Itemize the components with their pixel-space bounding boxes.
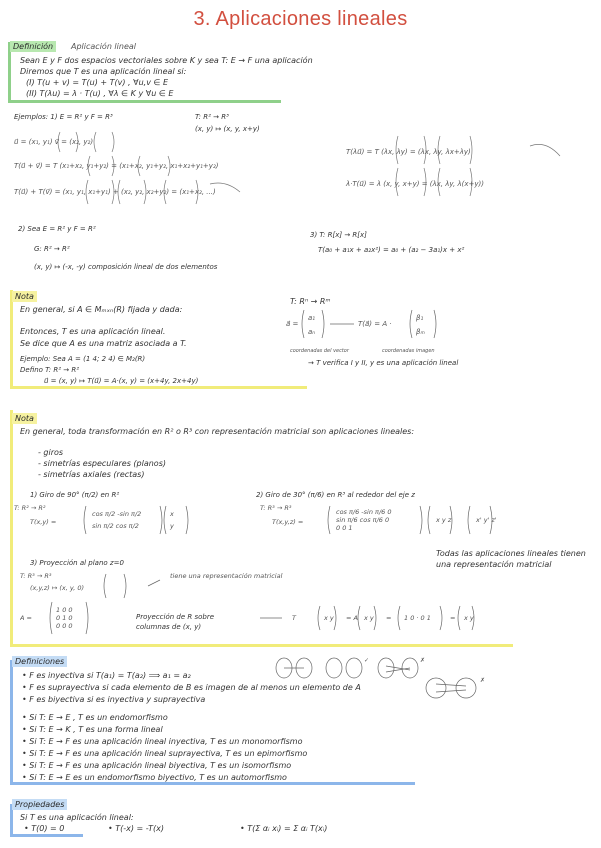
- giro-2-title: 2) Giro de 30° (π/6) en R³ al rededor del eje z: [256, 491, 415, 499]
- def-item-9: • Si T: E → E es un endomorfismo biyectivo, T es un automorfismo: [22, 773, 287, 782]
- definicion-line-4: (II) T(λu) = λ · T(u) , ∀λ ∈ K y ∀u ∈ E: [26, 89, 174, 98]
- surjectivity-diagram: [420, 674, 510, 704]
- nota1-ejemplo-b: Defino T: R² → R²: [20, 366, 80, 374]
- ejemplo-1-work: [0, 126, 601, 236]
- ejemplo-1-rule: (x, y) ↦ (x, y, x+y): [195, 125, 260, 133]
- svg-text:β₁: β₁: [416, 314, 424, 322]
- nota2-intro: En general, toda transformación en R² o R³ con representación matricial son aplicaciones lineales:: [20, 427, 415, 436]
- nota2-item-2: - simetrías especulares (planos): [38, 459, 166, 468]
- prop-item-3-text: T(Σ αᵢ xᵢ) = Σ αᵢ T(xᵢ): [247, 824, 328, 833]
- def-item-6-text: Si T: E → F es una aplicación lineal inyectiva, T es un monomorfismo: [29, 737, 303, 746]
- def-item-8-text: Si T: E → F es una aplicación lineal biyectiva, T es un isomorfismo: [29, 761, 292, 770]
- ejemplo-1: Ejemplos: 1) E = R² y F = R³: [14, 113, 113, 121]
- def-item-5: • Si T: E → K , T es una forma lineal: [22, 725, 163, 734]
- nota1-matrix-diagram: [282, 306, 482, 362]
- svg-text:0 0 0: 0 0 0: [56, 622, 73, 630]
- svg-text:A =: A =: [20, 614, 32, 622]
- svg-text:T(u⃗) + T(v⃗) = (x₁, y₁, x₁+y₁: T(u⃗) + T(v⃗) = (x₁, y₁, x₁+y₁) + (x₂, y₂, x₂+y₂) = (x₁+x₂, ...): [14, 188, 216, 196]
- svg-text:aₙ: aₙ: [308, 328, 316, 336]
- def-item-8: • Si T: E → F es una aplicación lineal biyectiva, T es un isomorfismo: [22, 761, 292, 770]
- def-item-4-text: Si T: E → E , T es un endomorfismo: [29, 713, 168, 722]
- giros-work: [10, 500, 590, 550]
- def-item-1-text: F es inyectiva si T(a₁) = T(a₂) ⟹ a₁ = a₂: [29, 671, 191, 680]
- definicion-line-1: Sean E y F dos espacios vectoriales sobre K y sea T: E → F una aplicación: [20, 56, 313, 65]
- svg-text:T: R² → R²: T: R² → R²: [14, 504, 46, 512]
- svg-text:=: =: [450, 614, 456, 622]
- def-item-9-text: Si T: E → E es un endomorfismo biyectivo, T es un automorfismo: [29, 773, 287, 782]
- def-item-5-text: Si T: E → K , T es una forma lineal: [29, 725, 163, 734]
- svg-text:x y: x y: [464, 614, 474, 622]
- svg-text:T(x,y,z) =: T(x,y,z) =: [272, 518, 304, 526]
- svg-text:(x,y,z) ↦ (x, y, 0): (x,y,z) ↦ (x, y, 0): [30, 584, 85, 592]
- svg-text:1 0 · 0 1: 1 0 · 0 1: [404, 614, 431, 622]
- svg-text:✓: ✓: [364, 657, 370, 664]
- svg-text:T(x,y) =: T(x,y) =: [30, 518, 57, 526]
- svg-text:x y: x y: [324, 614, 334, 622]
- svg-text:T: T: [292, 614, 296, 622]
- svg-text:x y z: x y z: [436, 516, 452, 524]
- svg-text:✗: ✗: [420, 657, 426, 664]
- nota1-line-1: En general, si A ∈ Mₘₓₙ(R) fijada y dada:: [20, 305, 183, 314]
- nota2-item-3: - simetrías axiales (rectas): [38, 470, 145, 479]
- svg-text:sin π/6 cos π/6 0: sin π/6 cos π/6 0: [336, 516, 390, 524]
- svg-text:tiene una representación matri: tiene una representación matricial: [170, 572, 283, 580]
- svg-text:0 1 0: 0 1 0: [56, 614, 73, 622]
- ejemplo-2-rule: (x, y) ↦ (-x, -y) composición lineal de dos elementos: [34, 263, 218, 271]
- definicion-line-3: (I) T(u + v) = T(u) + T(v) , ∀u,v ∈ E: [26, 78, 169, 87]
- def-item-6: • Si T: E → F es una aplicación lineal inyectiva, T es un monomorfismo: [22, 737, 303, 746]
- svg-text:=: =: [386, 614, 392, 622]
- svg-text:cos π/6 -sin π/6 0: cos π/6 -sin π/6 0: [336, 508, 392, 516]
- prop-item-2: • T(-x) = -T(x): [108, 824, 164, 833]
- def-item-3-text: F es biyectiva si es inyectiva y suprayectiva: [29, 695, 206, 704]
- def-item-2-text: F es suprayectiva si cada elemento de B es imagen de al menos un elemento de A: [29, 683, 361, 692]
- prop-item-1-text: T(0) = 0: [31, 824, 65, 833]
- nota1-line-3: Se dice que A es una matriz asociada a T.: [20, 339, 187, 348]
- svg-text:λ·T(u⃗) = λ (x, y, x+y) = (λx,: λ·T(u⃗) = λ (x, y, x+y) = (λx, λy, λ(x+y)): [346, 180, 484, 188]
- def-item-4: • Si T: E → E , T es un endomorfismo: [22, 713, 168, 722]
- svg-text:= A: = A: [346, 614, 358, 622]
- def-item-2: • F es suprayectiva si cada elemento de B es imagen de al menos un elemento de A: [22, 683, 361, 692]
- def-item-1: • F es inyectiva si T(a₁) = T(a₂) ⟹ a₁ = a₂: [22, 671, 191, 680]
- proyeccion-title: 3) Proyección al plano z=0: [30, 559, 124, 567]
- svg-text:T(u⃗ + v⃗) = T (x₁+x₂, y₁+y₂): T(u⃗ + v⃗) = T (x₁+x₂, y₁+y₂) = (x₁+x₂, y₁+y₂, x₁+x₂+y₁+y₂): [14, 162, 219, 170]
- def-item-3: • F es biyectiva si es inyectiva y suprayectiva: [22, 695, 206, 704]
- svg-text:✗: ✗: [480, 677, 486, 684]
- svg-text:a⃗ =: a⃗ =: [286, 320, 299, 328]
- svg-text:sin π/2 cos π/2: sin π/2 cos π/2: [92, 522, 139, 530]
- ejemplo-3: 3) T: R[x] → R[x]: [310, 231, 367, 239]
- ejemplo-1-map: T: R² → R³: [195, 113, 229, 121]
- prop-item-1: • T(0) = 0: [24, 824, 65, 833]
- ejemplo-3-rule: T(a₀ + a₁x + a₂x²) = a₀ + (a₂ − 3a₁)x + x²: [318, 246, 465, 254]
- def-item-7: • Si T: E → F es una aplicación lineal suprayectiva, T es un epimorfismo: [22, 749, 308, 758]
- definicion-line-2: Diremos que T es una aplicación lineal si:: [20, 67, 187, 76]
- prop-item-3: • T(Σ αᵢ xᵢ) = Σ αᵢ T(xᵢ): [240, 824, 328, 833]
- giro-1-title: 1) Giro de 90° (π/2) en R²: [30, 491, 120, 499]
- svg-text:a₁: a₁: [308, 314, 316, 322]
- definiciones-tag: Definiciones: [12, 656, 67, 667]
- propiedades-tag: Propiedades: [12, 799, 67, 810]
- page-title: 3. Aplicaciones lineales: [193, 8, 408, 30]
- nota1-line-2: Entonces, T es una aplicación lineal.: [20, 327, 166, 336]
- nota2-tag: Nota: [12, 413, 37, 424]
- ejemplo-2: 2) Sea E = R² y F = R²: [18, 225, 96, 233]
- svg-text:x' y' z': x' y' z': [476, 516, 497, 524]
- nota2-item-1: - giros: [38, 448, 64, 457]
- svg-text:T: R³ → R³: T: R³ → R³: [260, 504, 292, 512]
- propiedades-intro: Si T es una aplicación lineal:: [20, 813, 134, 822]
- svg-text:0 0 1: 0 0 1: [336, 524, 353, 532]
- nota1-right: T: Rⁿ → Rᵐ: [290, 297, 331, 306]
- ejemplo-2-map: G: R² → R²: [34, 245, 70, 253]
- svg-text:1 0 0: 1 0 0: [56, 606, 73, 614]
- prop-item-2-text: T(-x) = -T(x): [115, 824, 164, 833]
- definicion-subtag: Aplicación lineal: [71, 42, 136, 51]
- nota2-side-note: Todas las aplicaciones lineales tienen una representación matricial: [436, 549, 586, 569]
- svg-text:βₘ: βₘ: [416, 328, 425, 336]
- def-item-7-text: Si T: E → F es una aplicación lineal suprayectiva, T es un epimorfismo: [29, 749, 308, 758]
- svg-text:u⃗ = (x₁, y₁) v⃗ = (x₂, y₂): u⃗ = (x₁, y₁) v⃗ = (x₂, y₂): [14, 138, 94, 146]
- svg-text:coordenadas del vector: coordenadas del vector: [290, 348, 349, 354]
- svg-text:T(a⃗) = A ·: T(a⃗) = A ·: [358, 320, 392, 328]
- svg-text:y: y: [170, 522, 174, 530]
- nota1-ejemplo-rule: u⃗ = (x, y) ↦ T(u⃗) = A·(x, y) = (x+4y, 2x+4y): [44, 377, 199, 385]
- svg-text:x: x: [170, 510, 174, 518]
- svg-text:T: R³ → R³: T: R³ → R³: [20, 572, 52, 580]
- nota1-tag: Nota: [12, 291, 37, 302]
- proyeccion-work: [20, 566, 500, 646]
- nota1-ejemplo: Ejemplo: Sea A = (1 4; 2 4) ∈ M₂(R): [20, 355, 146, 363]
- svg-text:T(λu⃗) = T (λx, λy) = (λx, λy,: T(λu⃗) = T (λx, λy) = (λx, λy, λx+λy): [346, 148, 471, 156]
- svg-text:x y: x y: [364, 614, 374, 622]
- svg-text:coordenadas imagen: coordenadas imagen: [382, 348, 435, 354]
- svg-text:cos π/2 -sin π/2: cos π/2 -sin π/2: [92, 510, 142, 518]
- definicion-tag: Definición: [10, 41, 56, 52]
- nota1-note-right: → T verifica I y II, y es una aplicación lineal: [308, 359, 459, 367]
- nota2-bottom-note: Proyección de R sobre columnas de (x, y): [136, 613, 215, 631]
